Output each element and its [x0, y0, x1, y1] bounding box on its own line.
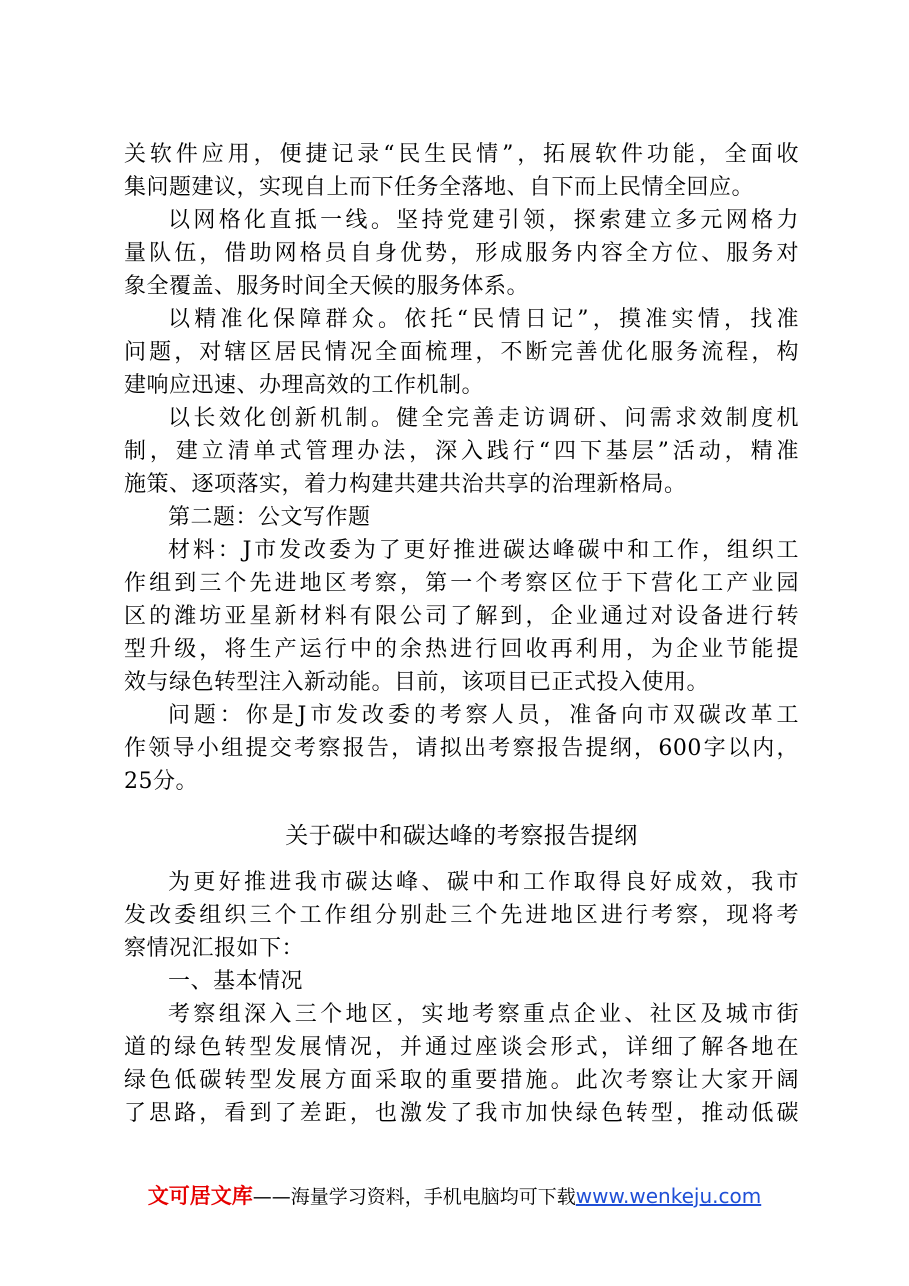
text-line: 发改委组织三个工作组分别赴三个先进地区进行考察，现将考	[124, 903, 799, 928]
text-line: 效与绿色转型注入新动能。目前，该项目已正式投入使用。	[124, 670, 710, 695]
text-line: 区的潍坊亚星新材料有限公司了解到，企业通过对设备进行转	[124, 604, 799, 629]
footer-dash: ——	[252, 1186, 291, 1208]
text-line: 作组到三个先进地区考察，第一个考察区位于下营化工产业园	[124, 571, 799, 596]
text-line: 施策、逐项落实，着力构建共建共治共享的治理新格局。	[124, 472, 687, 497]
text-line: 建响应迅速、办理高效的工作机制。	[124, 373, 485, 398]
text-line: 问题：你是J市发改委的考察人员，准备向市双碳改革工	[168, 703, 799, 728]
text-line: 量队伍，借助网格员自身优势，形成服务内容全方位、服务对	[124, 241, 799, 266]
text-line: 以网格化直抵一线。坚持党建引领，探索建立多元网格力	[168, 208, 799, 233]
text-line: 材料：J市发改委为了更好推进碳达峰碳中和工作，组织工	[168, 538, 799, 563]
text-line: 察情况汇报如下：	[124, 936, 305, 961]
footer-banner	[0, 1181, 909, 1212]
footer-url-link[interactable]: www.wenkeju.com	[575, 1184, 762, 1208]
text-line: 以长效化创新机制。健全完善走访调研、问需求效制度机	[168, 406, 799, 431]
text-line: 问题，对辖区居民情况全面梳理，不断完善优化服务流程，构	[124, 340, 799, 365]
body-text-block-1	[124, 138, 799, 798]
text-line: 制，建立清单式管理办法，深入践行“四下基层”活动，精准	[124, 439, 799, 464]
text-line: 作领导小组提交考察报告，请拟出考察报告提纲，600字以内，	[124, 736, 799, 761]
text-line: 道的绿色转型发展情况，并通过座谈会形式，详细了解各地在	[124, 1035, 799, 1060]
text-line: 绿色低碳转型发展方面采取的重要措施。此次考察让大家开阔	[124, 1068, 799, 1093]
text-line: 关软件应用，便捷记录“民生民情”，拓展软件功能，全面收	[124, 142, 799, 167]
document-page	[124, 138, 799, 1130]
text-line: 一、基本情况	[168, 969, 304, 994]
body-text-block-2	[124, 866, 799, 1130]
text-line: 象全覆盖、服务时间全天候的服务体系。	[124, 274, 530, 299]
footer-brand-logo: 文可居文库	[147, 1184, 253, 1208]
text-line: 25分。	[124, 769, 198, 794]
text-line: 为更好推进我市碳达峰、碳中和工作取得良好成效，我市	[168, 870, 799, 895]
text-line: 型升级，将生产运行中的余热进行回收再利用，为企业节能提	[124, 637, 799, 662]
text-line: 第二题：公文写作题	[168, 505, 371, 530]
footer-description: 海量学习资料，手机电脑均可下载	[290, 1186, 576, 1208]
text-line: 集问题建议，实现自上而下任务全落地、自下而上民情全回应。	[124, 175, 755, 200]
text-line: 了思路，看到了差距，也激发了我市加快绿色转型，推动低碳	[124, 1101, 799, 1126]
text-line: 以精准化保障群众。依托“民情日记”，摸准实情，找准	[168, 307, 799, 332]
text-line: 考察组深入三个地区，实地考察重点企业、社区及城市街	[168, 1002, 799, 1027]
report-title: 关于碳中和碳达峰的考察报告提纲	[285, 823, 638, 849]
